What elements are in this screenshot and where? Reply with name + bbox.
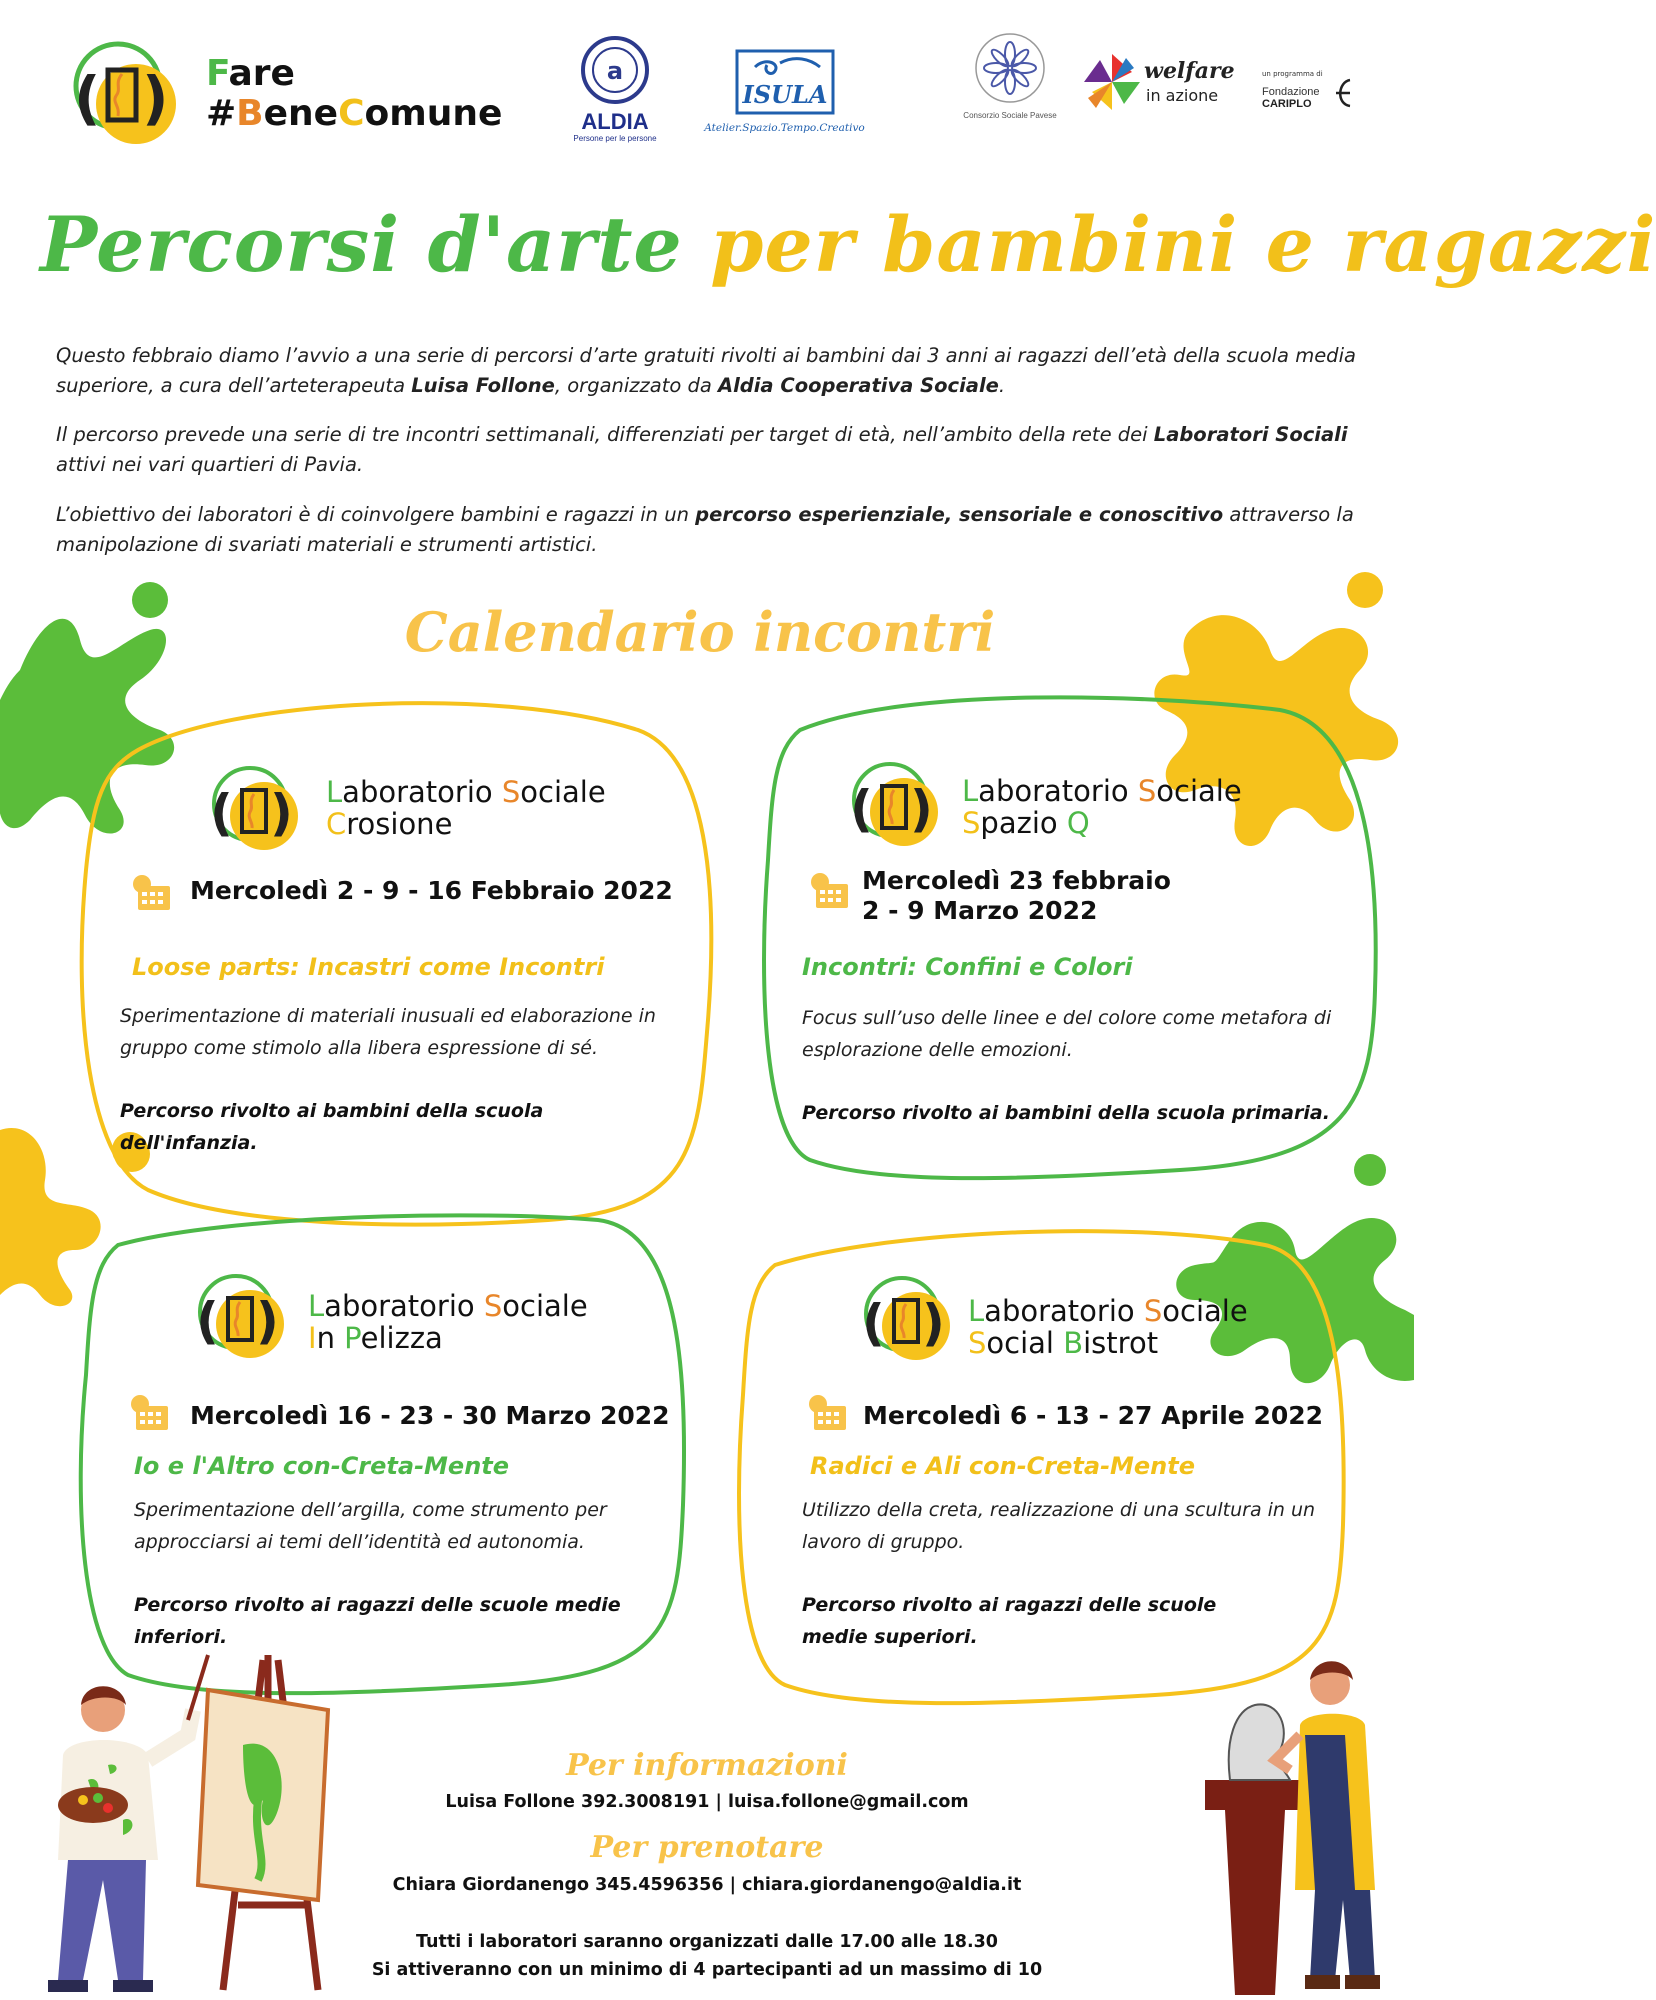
intro-paragraph-2: Il percorso prevede una serie di tre incontri settimanali, differenziati per target di età, nell’ambito della rete dei Laboratori Sociali attivi nei vari quartieri di Pavia. — [56, 423, 1348, 476]
isula-tagline: Atelier.Spazio.Tempo.Creativo — [704, 122, 865, 134]
date-line: Mercoledì 16 - 23 - 30 Marzo 2022 — [190, 1401, 670, 1430]
fbc-emblem-icon — [56, 36, 196, 146]
workshop-description: Sperimentazione dell’argilla, come strumento per approcciarsi ai temi dell’identità ed autonomia. — [134, 1499, 607, 1553]
aldia-seal-icon — [580, 35, 650, 105]
target-audience: Percorso rivolto ai bambini della scuola dell'infanzia. — [120, 1100, 544, 1154]
date-line: Mercoledì 2 - 9 - 16 Febbraio 2022 — [190, 876, 673, 905]
cariplo-mark-icon — [1332, 76, 1356, 110]
participants-note: Si attiveranno con un minimo di 4 partecipanti ad un massimo di 10 — [371, 1960, 1043, 1980]
workshop-description: Utilizzo della creta, realizzazione di una scultura in un lavoro di gruppo. — [802, 1499, 1316, 1553]
svg-text:(: ( — [850, 780, 873, 838]
aldia-name: ALDIA — [581, 109, 649, 134]
page-title — [40, 200, 1656, 310]
cariplo-line2: CARIPLO — [1262, 98, 1312, 110]
date-line-1: Mercoledì 23 febbraio — [862, 866, 1171, 895]
title-part-1: Percorsi d'arte — [40, 200, 683, 289]
lab-name-line-1: Laboratorio Sociale — [968, 1294, 1248, 1328]
workshop-title: Radici e Ali con-Creta-Mente — [810, 1452, 1196, 1480]
aldia-tagline: Persone per le persone — [573, 134, 657, 143]
workshop-title: Incontri: Confini e Colori — [802, 953, 1133, 981]
lab-name-line-2: Spazio Q — [962, 806, 1090, 840]
date-line: Mercoledì 6 - 13 - 27 Aprile 2022 — [863, 1401, 1324, 1430]
svg-text:): ) — [142, 64, 169, 132]
workshop-description: Sperimentazione di materiali inusuali ed elaborazione in gruppo come stimolo alla libera espressione di sé. — [120, 1005, 656, 1059]
title-part-2: per bambini e ragazzi — [710, 200, 1656, 289]
cariplo-prefix: un programma di — [1262, 70, 1323, 78]
info-contact: Luisa Follone 392.3008191 | luisa.follone@gmail.com — [445, 1792, 969, 1812]
consorzio-flower-icon — [972, 30, 1048, 106]
workshop-description: Focus sull’uso delle linee e del colore come metafora di esplorazione delle emozioni. — [802, 1007, 1332, 1061]
svg-text:): ) — [910, 780, 933, 838]
workshop-title: Loose parts: Incastri come Incontri — [132, 953, 605, 981]
welfare-word: welfare — [1144, 58, 1235, 84]
welfare-in-azione-logo — [1082, 52, 1235, 122]
calendar-icon — [810, 872, 852, 908]
consorzio-logo — [955, 30, 1065, 140]
lab-name — [308, 1290, 588, 1354]
svg-text:): ) — [270, 784, 293, 842]
lab-name — [962, 775, 1242, 839]
schedule-note: Tutti i laboratori saranno organizzati dalle 17.00 alle 18.30 — [416, 1932, 998, 1952]
svg-text:): ) — [256, 1292, 279, 1350]
svg-text:(: ( — [74, 64, 101, 132]
brand-line-1: Fare — [206, 53, 295, 94]
lab-logo-icon — [188, 1270, 298, 1360]
lab-name-line-1: Laboratorio Sociale — [962, 774, 1242, 808]
svg-text:ISULA: ISULA — [742, 80, 827, 109]
target-audience: Percorso rivolto ai ragazzi delle scuole medie inferiori. — [134, 1594, 621, 1648]
svg-text:a: a — [606, 57, 624, 85]
calendar-icon — [132, 874, 174, 910]
calendar-icon — [130, 1394, 172, 1430]
booking-heading: Per prenotare — [590, 1830, 824, 1865]
pinwheel-icon — [1082, 52, 1142, 114]
target-audience: Percorso rivolto ai ragazzi delle scuole medie superiori. — [802, 1594, 1217, 1648]
isula-mark-icon — [725, 45, 845, 117]
lab-logo-icon — [202, 762, 312, 852]
fare-bene-comune-logo — [56, 36, 503, 146]
lab-name-line-2: In Pelizza — [308, 1321, 443, 1355]
in-azione-word: in azione — [1146, 86, 1219, 105]
lab-logo-icon — [854, 1272, 964, 1362]
lab-name — [968, 1295, 1248, 1359]
booking-contact: Chiara Giordanengo 345.4596356 | chiara.giordanengo@aldia.it — [392, 1875, 1022, 1895]
brand-line-2: #BeneComune — [206, 93, 503, 134]
lab-logo-icon — [842, 758, 952, 848]
svg-text:): ) — [922, 1294, 945, 1352]
target-audience: Percorso rivolto ai bambini della scuola primaria. — [802, 1102, 1330, 1124]
cariplo-line1: Fondazione — [1262, 86, 1320, 98]
calendar-title: Calendario incontri — [404, 600, 996, 664]
fondazione-cariplo-logo — [1262, 70, 1372, 120]
workshop-title: Io e l'Altro con-Creta-Mente — [134, 1452, 510, 1480]
brand-name — [206, 54, 502, 134]
lab-name — [326, 776, 616, 840]
consorzio-name: Consorzio Sociale Pavese — [963, 111, 1057, 120]
intro-paragraph-1: Questo febbraio diamo l’avvio a una serie di percorsi d’arte gratuiti rivolti ai bambini dai 3 anni ai ragazzi dell’età della scuola media superiore, a cura dell’arteterapeuta Luisa Follone, organizzato da Aldia Cooperativa Sociale. — [56, 344, 1356, 397]
date-line-2: 2 - 9 Marzo 2022 — [862, 896, 1098, 925]
info-heading: Per informazioni — [566, 1748, 848, 1783]
lab-name-line-2: Social Bistrot — [968, 1326, 1159, 1360]
intro-paragraph-3: L’obiettivo dei laboratori è di coinvolgere bambini e ragazzi in un percorso esperienziale, sensoriale e conoscitivo attraverso la manipolazione di svariati materiali e strumenti artistici. — [56, 503, 1354, 556]
svg-text:(: ( — [862, 1294, 885, 1352]
lab-name-line-1: Laboratorio Sociale — [326, 775, 606, 809]
aldia-logo — [555, 35, 675, 145]
painter-illustration-icon — [28, 1650, 338, 2000]
lab-name-line-2: Crosione — [326, 807, 453, 841]
svg-text:(: ( — [196, 1292, 219, 1350]
lab-name-line-1: Laboratorio Sociale — [308, 1289, 588, 1323]
isula-logo — [702, 45, 867, 145]
calendar-icon — [808, 1394, 850, 1430]
svg-text:(: ( — [210, 784, 233, 842]
sculptor-illustration-icon — [1195, 1650, 1395, 2000]
